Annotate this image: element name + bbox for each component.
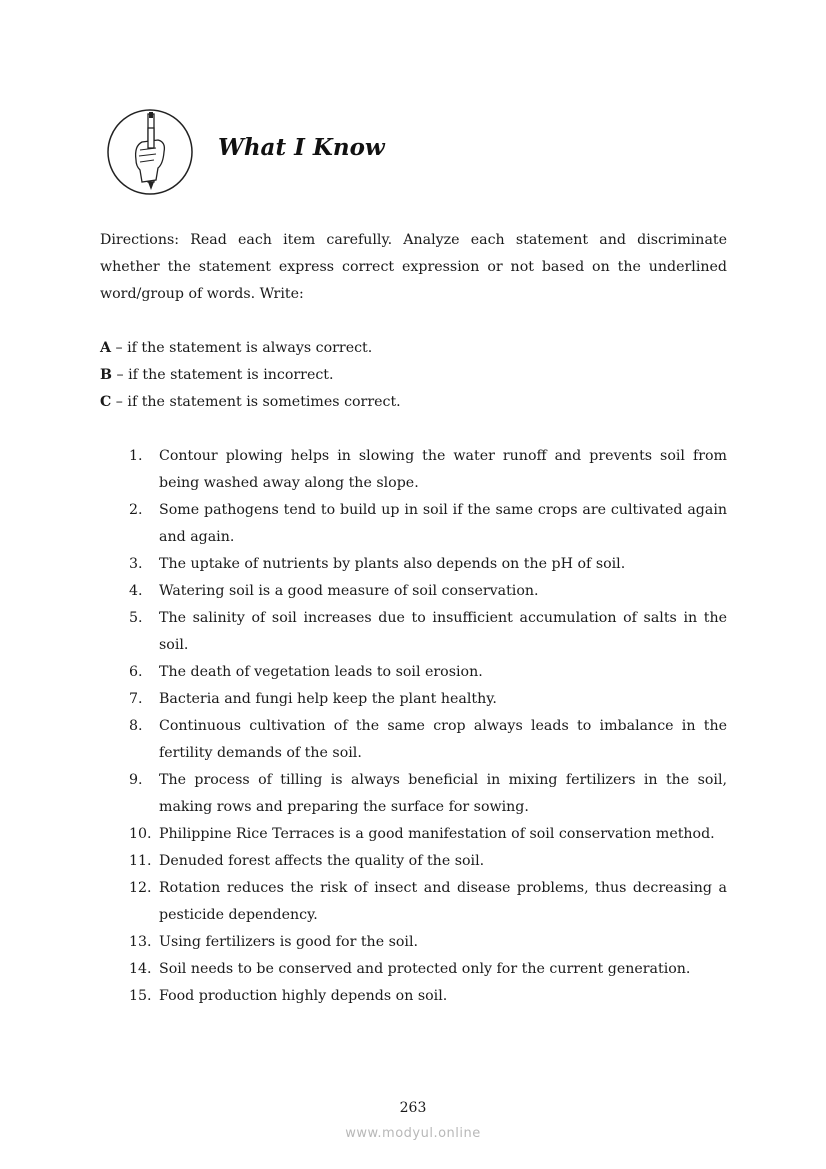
question-text: Some pathogens tend to build up in soil if the same crops are cultivated again and again.: [159, 502, 727, 545]
question-text: Contour plowing helps in slowing the water runoff and prevents soil from being washed away along the slope.: [159, 448, 727, 491]
question-number: 2.: [129, 502, 143, 518]
question-item: [100, 821, 727, 848]
question-item: [100, 659, 727, 686]
question-text: Using fertilizers is good for the soil.: [159, 934, 419, 950]
question-item: [100, 956, 727, 983]
question-item: [100, 875, 727, 929]
question-item: [100, 767, 727, 821]
page-number: 263: [399, 1100, 427, 1116]
question-text: The process of tilling is always beneficial in mixing fertilizers in the soil, making rows and preparing the surface for sowing.: [159, 772, 727, 815]
answer-legend: [100, 335, 727, 416]
question-item: [100, 848, 727, 875]
page-title: What I Know: [218, 134, 385, 161]
question-item: [100, 605, 727, 659]
question-number: 3.: [129, 556, 143, 572]
question-item: [100, 497, 727, 551]
question-text: The salinity of soil increases due to insufficient accumulation of salts in the soil.: [159, 610, 727, 653]
question-number: 14.: [129, 961, 152, 977]
question-item: [100, 443, 727, 497]
legend-key: B: [100, 367, 112, 383]
question-number: 7.: [129, 691, 143, 707]
question-number: 1.: [129, 448, 143, 464]
question-item: [100, 551, 727, 578]
question-number: 6.: [129, 664, 143, 680]
legend-text: – if the statement is always correct.: [111, 340, 373, 356]
legend-key: C: [100, 394, 112, 410]
question-item: [100, 983, 727, 1010]
legend-text: – if the statement is sometimes correct.: [111, 394, 401, 410]
question-text: Food production highly depends on soil.: [159, 988, 448, 1004]
question-text: Denuded forest affects the quality of the soil.: [159, 853, 485, 869]
question-number: 4.: [129, 583, 143, 599]
watermark: www.modyul.online: [345, 1126, 481, 1141]
legend-item: [100, 389, 727, 416]
question-item: [100, 929, 727, 956]
question-text: Continuous cultivation of the same crop always leads to imbalance in the fertility demands of the soil.: [159, 718, 727, 761]
question-number: 9.: [129, 772, 143, 788]
question-text: The death of vegetation leads to soil erosion.: [159, 664, 483, 680]
legend-item: [100, 335, 727, 362]
question-number: 15.: [129, 988, 152, 1004]
question-text: Rotation reduces the risk of insect and disease problems, thus decreasing a pesticide dependency.: [159, 880, 727, 923]
pencil-in-hand-icon: [106, 108, 194, 196]
question-number: 8.: [129, 718, 143, 734]
question-text: Watering soil is a good measure of soil conservation.: [159, 583, 539, 599]
legend-text: – if the statement is incorrect.: [112, 367, 334, 383]
question-number: 13.: [129, 934, 152, 950]
legend-key: A: [100, 340, 112, 356]
legend-item: [100, 362, 727, 389]
question-text: Philippine Rice Terraces is a good manifestation of soil conservation method.: [159, 826, 715, 842]
question-number: 11.: [129, 853, 152, 869]
question-item: [100, 578, 727, 605]
directions-text: Directions: Read each item carefully. Analyze each statement and discriminate whether the statement express correct expression or not based on the underlined word/group of words. Write:: [100, 232, 727, 302]
question-item: [100, 713, 727, 767]
question-text: The uptake of nutrients by plants also depends on the pH of soil.: [159, 556, 626, 572]
question-item: [100, 686, 727, 713]
question-number: 12.: [129, 880, 152, 896]
question-number: 5.: [129, 610, 143, 626]
question-text: Soil needs to be conserved and protected only for the current generation.: [159, 961, 691, 977]
question-list: [100, 443, 727, 1010]
question-number: 10.: [129, 826, 152, 842]
question-text: Bacteria and fungi help keep the plant healthy.: [159, 691, 497, 707]
